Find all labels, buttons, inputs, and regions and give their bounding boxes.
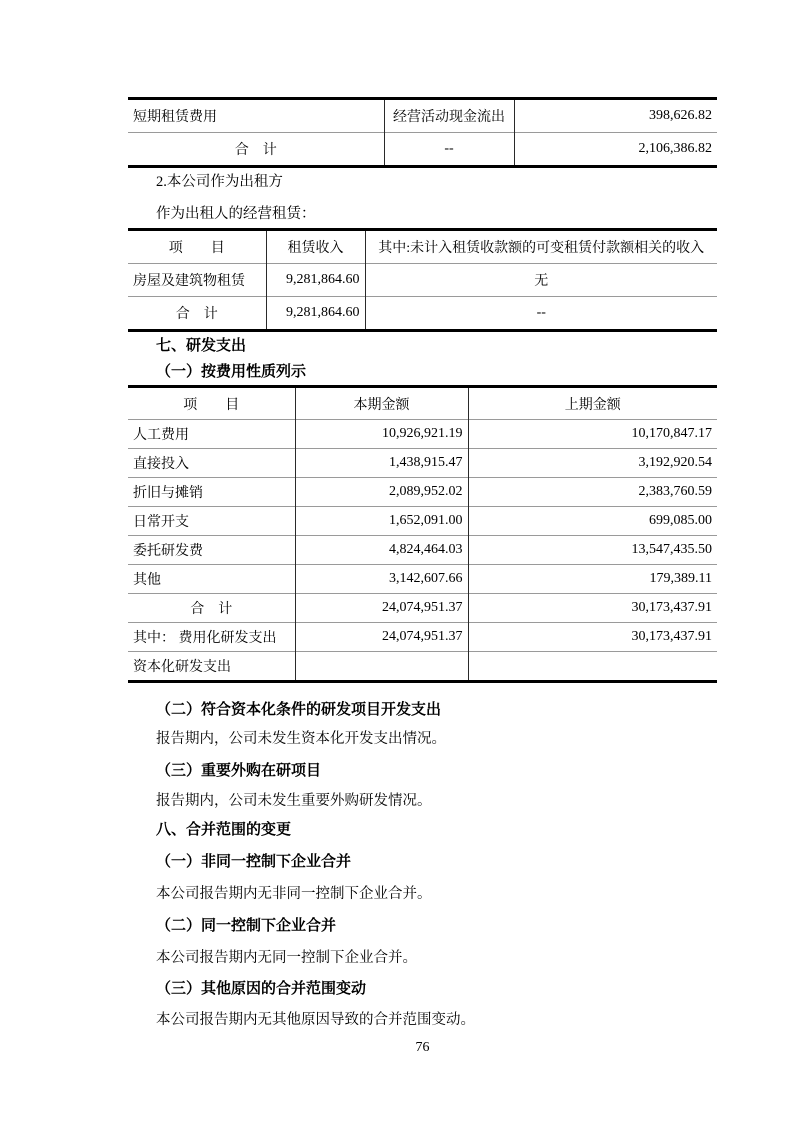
paragraph: 报告期内，公司未发生重要外购研发情况。 xyxy=(156,793,432,809)
table-row xyxy=(128,623,717,652)
table-row xyxy=(128,652,717,682)
table-cell-current: 1,438,915.47 xyxy=(295,449,468,478)
table-cell-amount: 2,106,386.82 xyxy=(514,133,717,167)
table-cell-item: 直接投入 xyxy=(128,449,295,478)
lease-expense-table xyxy=(128,97,717,168)
table-cell-prior: 30,173,437.91 xyxy=(468,623,717,652)
table-row xyxy=(128,478,717,507)
table-cell-item: 其他 xyxy=(128,565,295,594)
section-heading-capitalized-rd: （二）符合资本化条件的研发项目开发支出 xyxy=(156,702,442,718)
table-cell-item: 合 计 xyxy=(128,297,266,331)
table-cell-prior: 699,085.00 xyxy=(468,507,717,536)
table-row xyxy=(128,536,717,565)
table-row xyxy=(128,449,717,478)
table-cell-current: 1,652,091.00 xyxy=(295,507,468,536)
table-row xyxy=(128,507,717,536)
table-cell-amount: 398,626.82 xyxy=(649,108,712,123)
table-cell-item: 合 计 xyxy=(128,594,295,623)
table-cell-prior: 30,173,437.91 xyxy=(468,594,717,623)
table-cell-current xyxy=(295,652,468,682)
table-cell-item: 折旧与摊销 xyxy=(128,478,295,507)
table-cell-current: 2,089,952.02 xyxy=(295,478,468,507)
table-row-total xyxy=(128,297,717,331)
section-heading-consolidation: 八、合并范围的变更 xyxy=(156,822,292,838)
table-cell-current: 10,926,921.19 xyxy=(295,420,468,449)
table-cell-income: 9,281,864.60 xyxy=(266,264,365,297)
table-row-total xyxy=(128,594,717,623)
page-number: 76 xyxy=(415,1040,430,1055)
header-cell-current: 本期金额 xyxy=(295,387,468,420)
table-cell-item: 人工费用 xyxy=(128,420,295,449)
table-cell-current: 4,824,464.03 xyxy=(295,536,468,565)
header-cell-prior: 上期金额 xyxy=(564,397,621,413)
lessor-section-subtitle: 作为出租人的经营租赁： xyxy=(156,206,316,222)
table-row-total xyxy=(128,133,717,167)
table-header-row xyxy=(128,387,717,420)
table-cell-prior: 10,170,847.17 xyxy=(468,420,717,449)
header-cell-variable: 其中:未计入租赁收款额的可变租赁付款额相关的收入 xyxy=(378,241,705,256)
lessor-section-title: 2.本公司作为出租方 xyxy=(156,174,283,190)
section-heading-non-common-control: （一）非同一控制下企业合并 xyxy=(156,854,352,870)
section-heading-common-control: （二）同一控制下企业合并 xyxy=(156,918,337,934)
paragraph: 本公司报告期内无同一控制下企业合并。 xyxy=(156,950,417,966)
table-cell-item: 短期租赁费用 xyxy=(128,99,384,133)
lessor-lease-table xyxy=(128,228,717,332)
table-cell-prior: 13,547,435.50 xyxy=(468,536,717,565)
table-cell-item: 资本化研发支出 xyxy=(128,652,295,682)
table-cell-current: 24,074,951.37 xyxy=(295,623,468,652)
table-cell-prior: 179,389.11 xyxy=(468,565,717,594)
table-cell-variable: 无 xyxy=(365,264,717,297)
table-cell-prior: 3,192,920.54 xyxy=(468,449,717,478)
table-cell-current: 24,074,951.37 xyxy=(295,594,468,623)
table-cell-prior xyxy=(468,652,717,682)
paragraph: 报告期内，公司未发生资本化开发支出情况。 xyxy=(156,731,446,747)
table-cell-variable: -- xyxy=(365,297,717,331)
paragraph: 本公司报告期内无非同一控制下企业合并。 xyxy=(156,886,432,902)
table-cell-prior: 2,383,760.59 xyxy=(468,478,717,507)
section-heading-purchased-rd: （三）重要外购在研项目 xyxy=(156,763,322,779)
table-cell-item: 日常开支 xyxy=(128,507,295,536)
table-cell-item: 合 计 xyxy=(128,133,384,167)
table-cell-cashflow: 经营活动现金流出 xyxy=(384,99,514,133)
header-cell-income: 租赁收入 xyxy=(266,230,365,264)
section-heading-rd: 七、研发支出 xyxy=(156,338,247,354)
paragraph: 本公司报告期内无其他原因导致的合并范围变动。 xyxy=(156,1012,475,1028)
table-row xyxy=(128,565,717,594)
table-cell-item: 其中： 费用化研发支出 xyxy=(128,623,295,652)
table-cell-income: 9,281,864.60 xyxy=(266,297,365,331)
section-heading-rd-by-nature: （一）按费用性质列示 xyxy=(156,364,307,380)
table-row xyxy=(128,264,717,297)
table-cell-current: 3,142,607.66 xyxy=(295,565,468,594)
header-cell-item: 项 目 xyxy=(128,230,266,264)
table-header-row xyxy=(128,230,717,264)
table-row xyxy=(128,420,717,449)
table-row xyxy=(128,99,717,133)
rd-expense-table xyxy=(128,385,717,683)
header-cell-item: 项 目 xyxy=(128,387,295,420)
table-cell-cashflow: -- xyxy=(384,133,514,167)
table-cell-item: 房屋及建筑物租赁 xyxy=(128,264,266,297)
table-cell-item: 委托研发费 xyxy=(128,536,295,565)
section-heading-other-changes: （三）其他原因的合并范围变动 xyxy=(156,981,367,997)
